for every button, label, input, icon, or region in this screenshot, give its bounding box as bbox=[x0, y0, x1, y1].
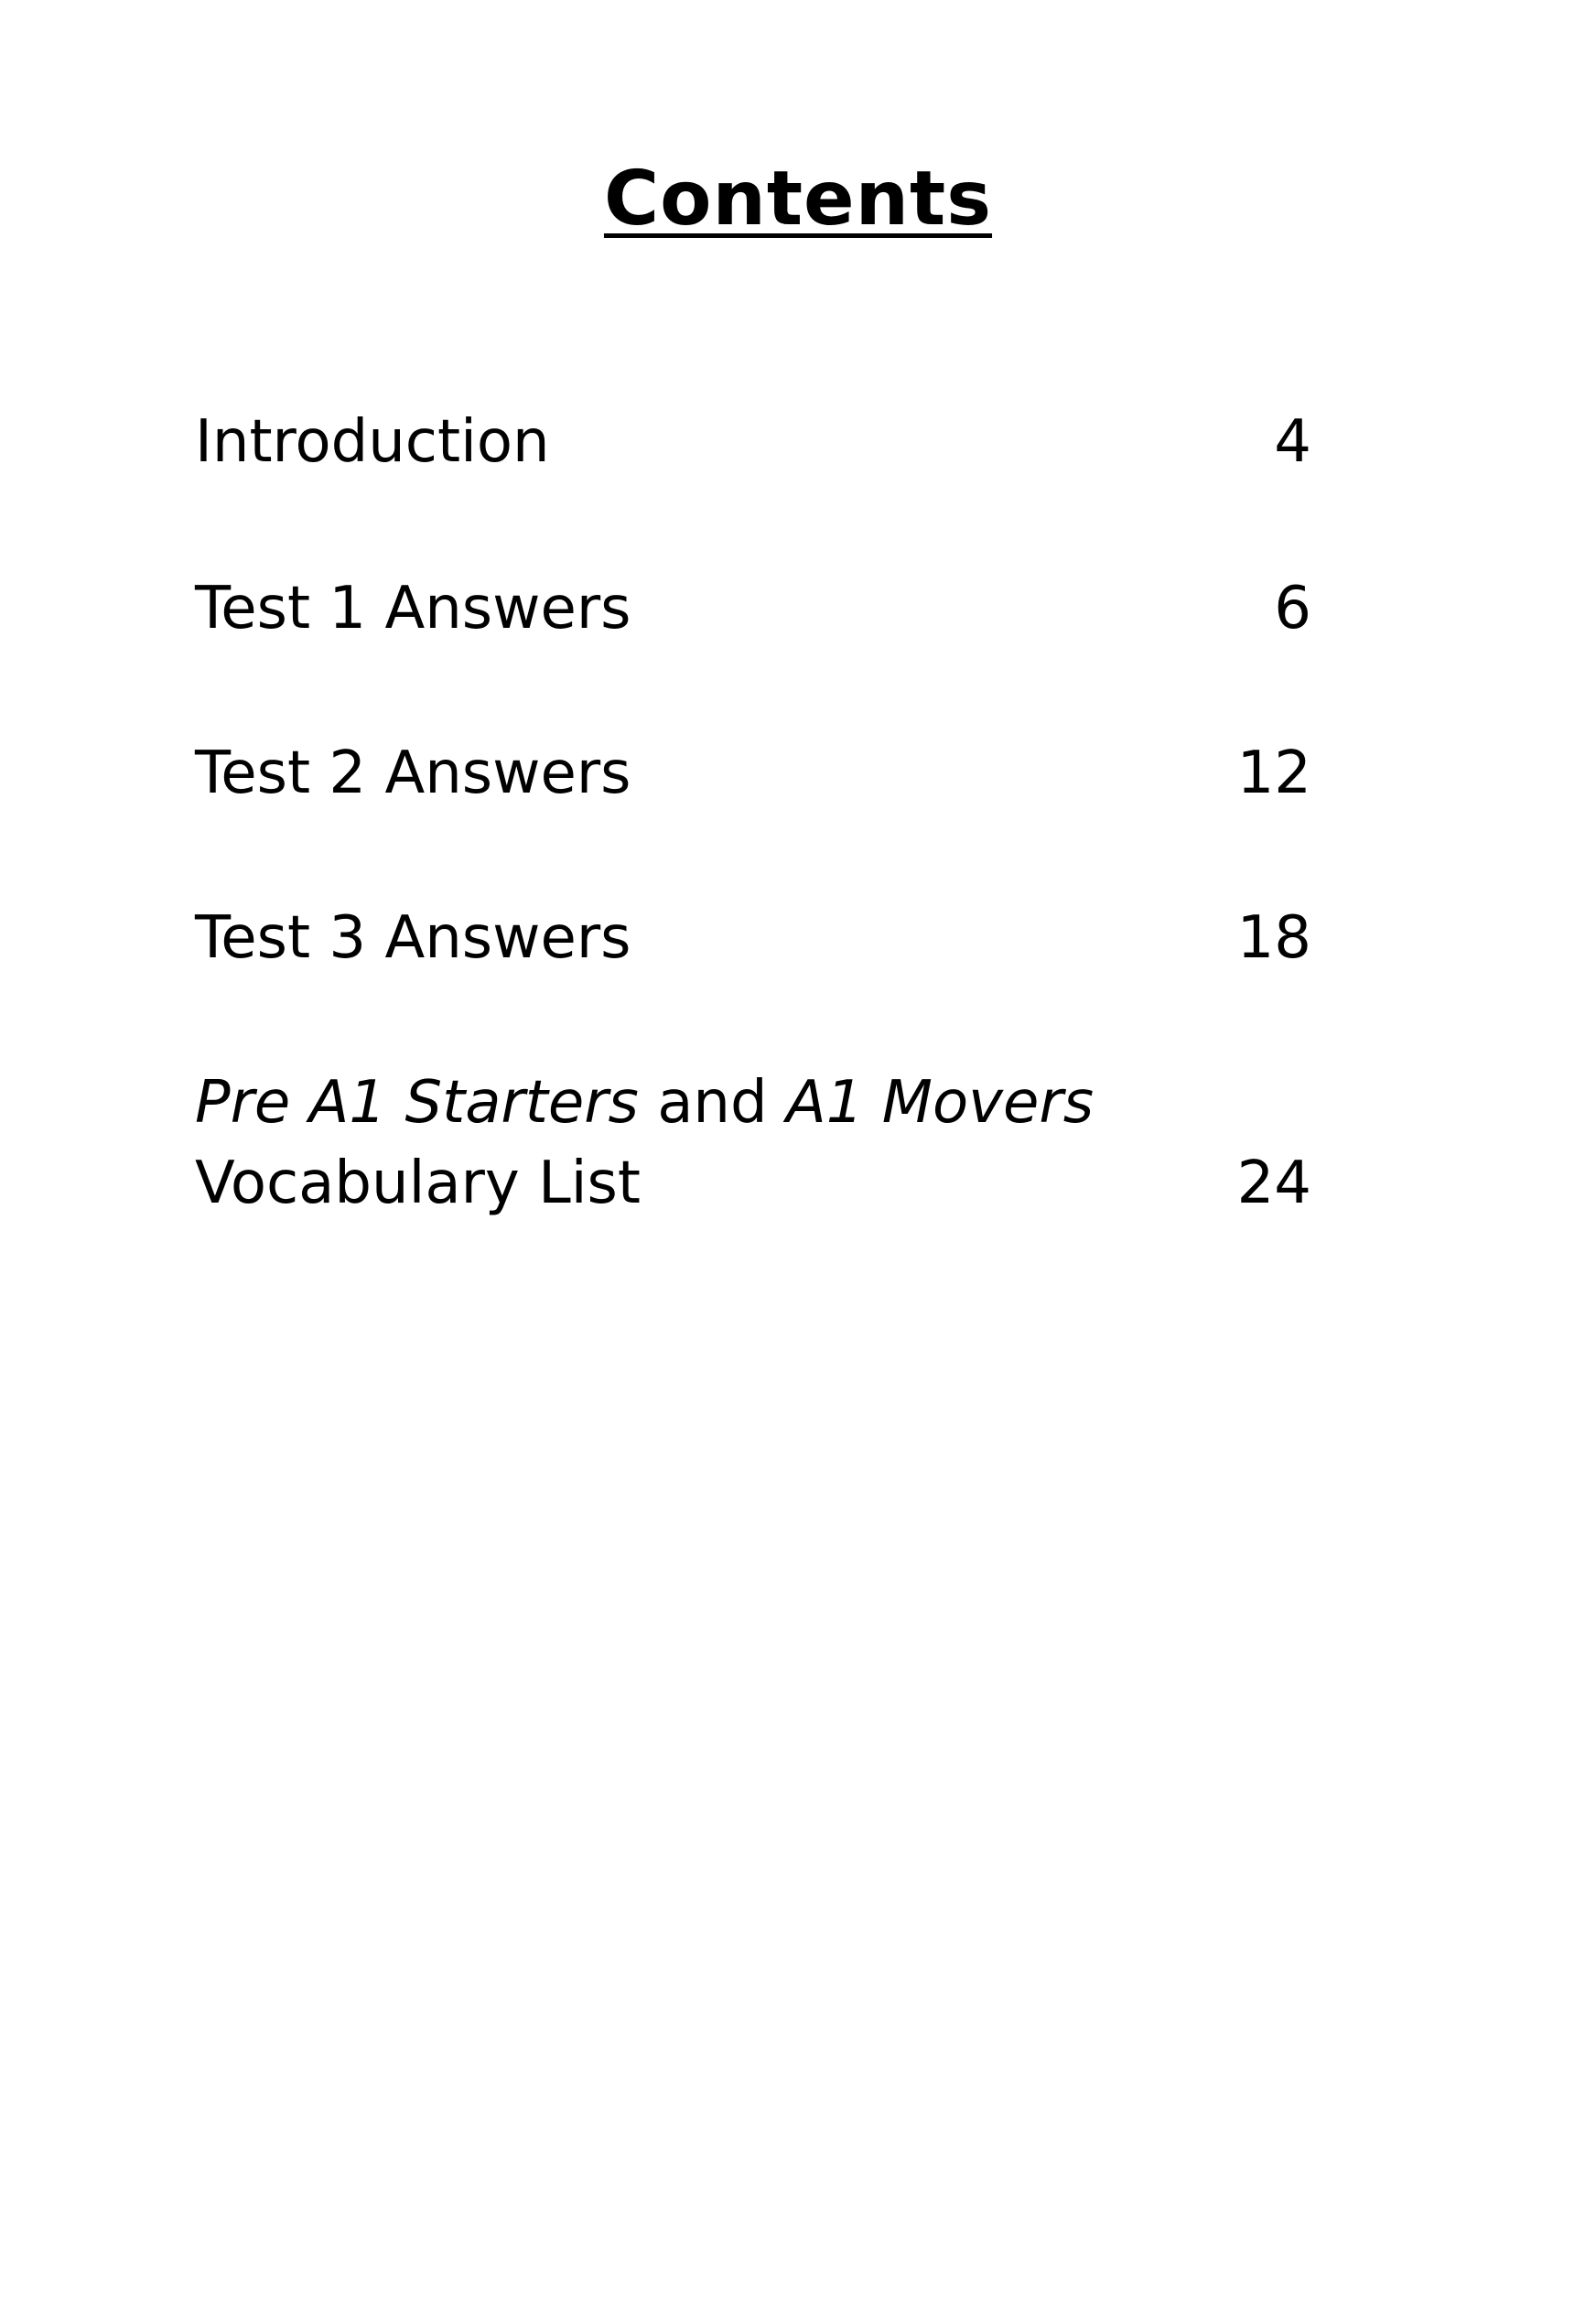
toc-entry-page-number: 6 bbox=[1274, 575, 1311, 642]
toc-entry-page-number: 18 bbox=[1236, 904, 1311, 972]
page-title-text: Contents bbox=[603, 156, 993, 243]
toc-entry-label-line1 bbox=[195, 1062, 1094, 1144]
toc-entry-vocabulary-list[interactable] bbox=[195, 1062, 1311, 1226]
conjunction-text: and bbox=[638, 1069, 786, 1137]
starters-title: Pre A1 Starters bbox=[195, 1069, 639, 1137]
toc-entry-page-number: 4 bbox=[1274, 408, 1311, 476]
toc-entry-page-number: 12 bbox=[1236, 739, 1311, 807]
toc-entry-label: Test 2 Answers bbox=[195, 739, 631, 807]
page-title bbox=[0, 156, 1596, 243]
toc-entry-label: Introduction bbox=[195, 408, 550, 476]
toc-entry-page-number: 24 bbox=[1236, 1150, 1311, 1217]
movers-title: A1 Movers bbox=[785, 1069, 1095, 1137]
toc-entry-label: Test 3 Answers bbox=[195, 904, 631, 972]
toc-entry-label-line2: Vocabulary List bbox=[195, 1150, 641, 1217]
toc-entry-label: Test 1 Answers bbox=[195, 575, 631, 642]
